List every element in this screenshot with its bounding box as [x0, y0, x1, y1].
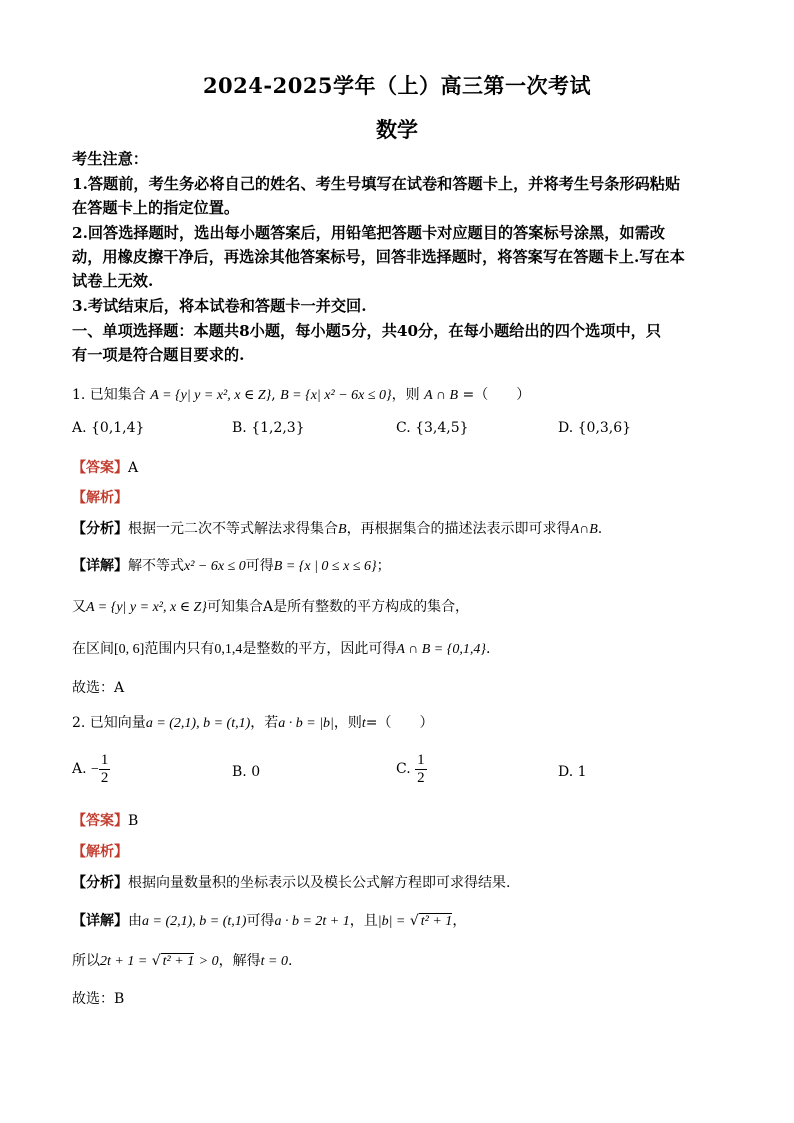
- q2-d2-radicand: t² + 1: [162, 954, 195, 969]
- q1-d2-post: 可知集合A是所有整数的平方构成的集合，: [206, 599, 470, 615]
- q1-analysis: [72, 487, 128, 507]
- notice-heading: 考生注意：: [72, 150, 148, 168]
- q2-d2-end: .: [287, 953, 293, 969]
- q2-ask: ，则: [333, 715, 362, 731]
- notice-item-1b: 在答题卡上的指定位置。: [72, 199, 240, 217]
- choose-label: 故选：: [72, 680, 114, 696]
- q2-option-d: D. 1: [558, 764, 587, 780]
- q2-analysis: [72, 841, 128, 861]
- q1-d3-res: A ∩ B = {0,1,4}: [396, 642, 486, 657]
- q1-d2-expr: A = {y| y = x², x ∈ Z}: [86, 600, 207, 615]
- q2-option-b: B. 0: [232, 764, 261, 780]
- q1-d1-mid: 可得: [245, 558, 274, 574]
- q1-option-a: A. {0,1,4}: [72, 420, 145, 436]
- q2-condition: a · b = |b|: [278, 716, 334, 731]
- notice-item-2c: 试卷上无效.: [72, 272, 154, 290]
- q1-comma: ,: [271, 387, 276, 403]
- detail-label: 【详解】: [72, 558, 128, 574]
- q1-answer: [72, 457, 138, 477]
- q2-ask-t: t: [361, 716, 366, 731]
- q1-d3-mid2: 是整数的平方，因此可得: [242, 641, 397, 657]
- q1-detail-1: [72, 555, 391, 575]
- fenxi-label: 【分析】: [72, 521, 128, 537]
- q1-fenxi: [72, 518, 602, 538]
- q2-opt-c-num: 1: [417, 752, 425, 768]
- q2-vectors: a = (2,1), b = (t,1): [145, 716, 251, 731]
- q1-d1-expr: x² − 6x ≤ 0: [184, 559, 246, 574]
- q2-opt-a-label: A.: [72, 761, 87, 777]
- answer-label: 【答案】: [72, 460, 128, 476]
- q2-d2-mid: ，解得: [218, 953, 261, 969]
- q2-d2-res: t = 0: [260, 954, 288, 969]
- q1-fenxi-expr: A∩B: [570, 522, 598, 537]
- section-heading-2: 有一项是符合题目要求的.: [72, 346, 245, 364]
- q1-choose: [72, 677, 124, 697]
- notice-item-2a: 2.回答选择题时，选出每小题答案后，用铅笔把答题卡对应题目的答案标号涂黑，如需改: [72, 224, 665, 242]
- q1-fenxi-end: .: [597, 521, 603, 537]
- q2-d1-mid: 可得: [246, 913, 275, 929]
- choose-label: 故选：: [72, 991, 114, 1007]
- q1-d3-interval: [0, 6]: [114, 642, 145, 657]
- q2-d1-dot: a · b = 2t + 1: [274, 914, 350, 929]
- q2-d1-mod: |b| =: [377, 914, 406, 929]
- q2-mid: ，若: [250, 715, 279, 731]
- q1-set-a: A = {y| y = x², x ∈ Z}: [150, 388, 272, 403]
- notice-item-1a: 1.答题前，考生务必将自己的姓名、考生号填写在试卷和答题卡上，并将考生号条形码粘贴: [72, 175, 681, 193]
- q2-d1-radicand: t² + 1: [420, 914, 453, 929]
- exam-title: 2024-2025学年（上）高三第一次考试: [202, 73, 592, 98]
- q1-d3-nums: 0,1,4: [214, 642, 243, 657]
- q2-opt-c-den: 2: [417, 769, 425, 786]
- q2-d1-pre: 由: [128, 913, 142, 929]
- q1-choose-value: A: [114, 680, 125, 696]
- q2-ask-end: =（ ）: [365, 715, 434, 731]
- q1-d3-mid: 范围内只有: [144, 641, 215, 657]
- notice-item-2b: 动，用橡皮擦干净后，再选涂其他答案标号，回答非选择题时，将答案写在答题卡上.写在本: [72, 248, 685, 266]
- q1-detail-2: [72, 596, 469, 616]
- q2-fenxi-text: 根据向量数量积的坐标表示以及模长公式解方程即可求得结果.: [128, 875, 511, 891]
- q2-opt-a-fraction: [99, 752, 111, 786]
- q1-option-c: C. {3,4,5}: [396, 420, 469, 436]
- q1-fenxi-b: B: [338, 522, 347, 537]
- notice-item-3: 3.考试结束后，将本试卷和答题卡一并交回.: [72, 297, 367, 315]
- q1-option-d: D. {0,3,6}: [558, 420, 632, 436]
- q1-detail-3: [72, 638, 490, 658]
- q1-prefix: 1. 已知集合: [72, 387, 146, 403]
- q1-d3-pre: 在区间: [72, 641, 114, 657]
- q1-d1-pre: 解不等式: [128, 558, 184, 574]
- q1-option-b: B. {1,2,3}: [232, 420, 305, 436]
- answer-label: 【答案】: [72, 813, 128, 829]
- q2-d2-pre: 所以: [72, 953, 100, 969]
- question-1: [72, 384, 530, 404]
- question-2: [72, 712, 434, 732]
- q2-d1-vec: a = (2,1), b = (t,1): [142, 914, 247, 929]
- q1-set-b: B = {x| x² − 6x ≤ 0}: [280, 388, 392, 403]
- q1-ask-post: =（ ）: [462, 387, 531, 403]
- q2-choose: [72, 988, 124, 1008]
- q2-fenxi: [72, 872, 510, 892]
- q1-d1-res: B = {x | 0 ≤ x ≤ 6}: [273, 559, 377, 574]
- q1-d2-pre: 又: [72, 599, 86, 615]
- q1-ask-expr: A ∩ B: [424, 388, 459, 403]
- q2-option-a: [72, 752, 110, 786]
- q1-answer-value: A: [128, 460, 139, 476]
- q2-choose-value: B: [114, 991, 125, 1007]
- q2-answer-value: B: [128, 813, 139, 829]
- q2-opt-a-num: 1: [100, 752, 109, 768]
- q2-opt-c-label: C.: [396, 761, 411, 777]
- q1-ask-pre: ，则: [391, 387, 420, 403]
- q2-d2-rhs: > 0: [198, 954, 219, 969]
- analysis-label: 【解析】: [72, 844, 128, 860]
- exam-subject: 数学: [376, 117, 418, 142]
- q1-fenxi-text: 根据一元二次不等式解法求得集合: [128, 521, 338, 537]
- analysis-label: 【解析】: [72, 490, 128, 506]
- q1-d1-end: ；: [376, 558, 391, 574]
- q2-detail-1: 【详解】由a = (2,1), b = (t,1)可得a · b = 2t + 1，且|b| = √ t² + 1，: [72, 913, 467, 929]
- q1-d3-end: .: [485, 641, 491, 657]
- fenxi-label: 【分析】: [72, 875, 128, 891]
- q2-d1-and: ，且: [349, 913, 378, 929]
- detail-label: 【详解】: [72, 913, 128, 929]
- q2-opt-a-sign: −: [91, 762, 99, 777]
- q2-option-c: [396, 752, 427, 786]
- q2-detail-2: 所以2t + 1 = √ t² + 1 > 0，解得t = 0.: [72, 953, 293, 969]
- q2-d1-end: ，: [452, 913, 467, 929]
- q2-prefix: 2. 已知向量: [72, 715, 146, 731]
- section-heading-1: 一、单项选择题：本题共8小题，每小题5分，共40分，在每小题给出的四个选项中，只: [72, 322, 662, 340]
- q2-d2-lhs: 2t + 1 =: [100, 954, 148, 969]
- q2-answer: [72, 810, 138, 830]
- q1-fenxi-text2: ，再根据集合的描述法表示即可求得: [346, 521, 571, 537]
- q2-opt-c-fraction: [415, 752, 427, 786]
- q2-opt-a-den: 2: [100, 769, 109, 786]
